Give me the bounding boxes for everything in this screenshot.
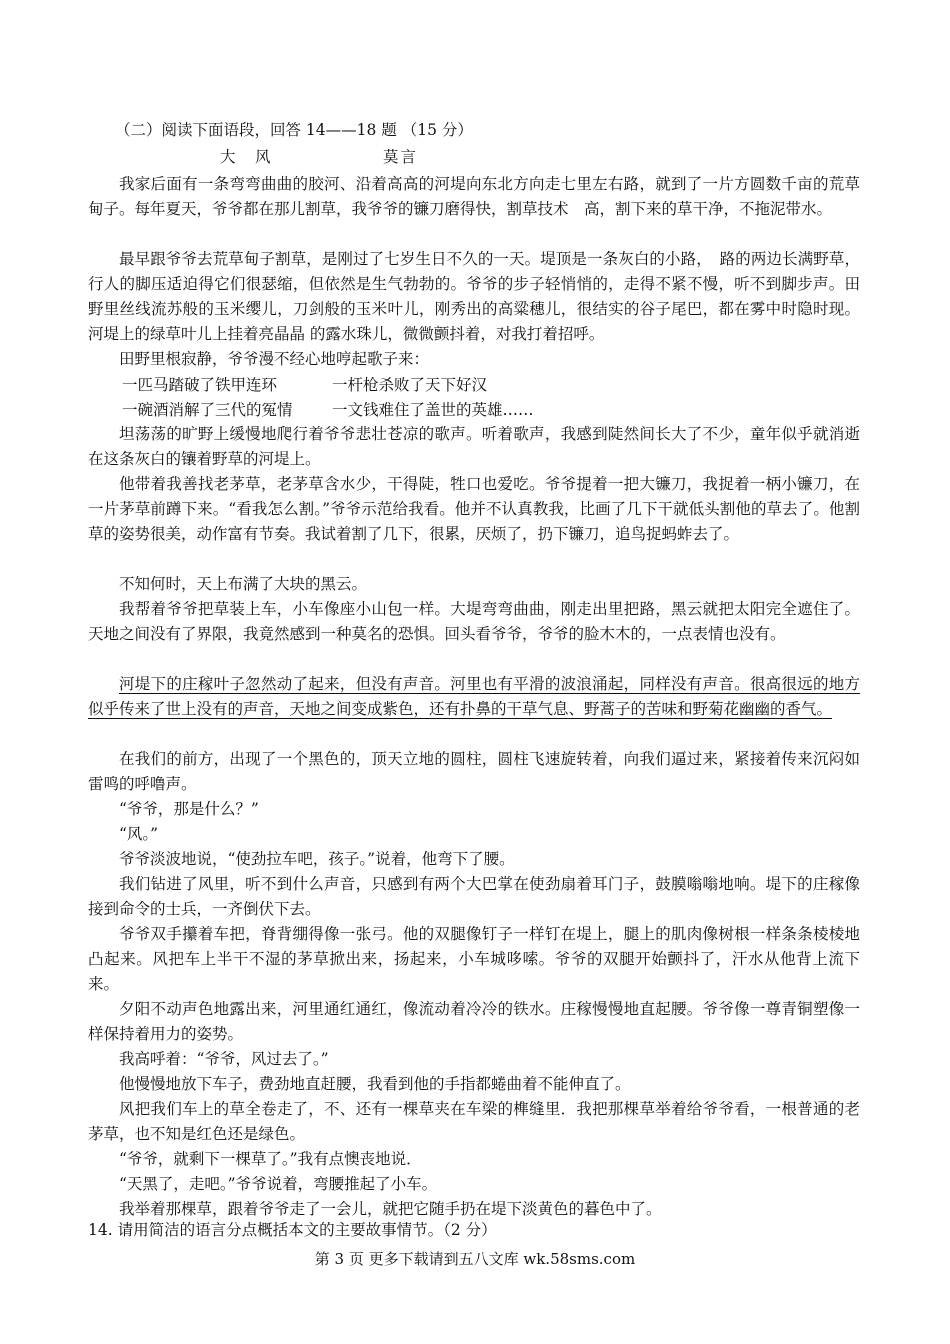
verse-line-2a: 一碗酒消解了三代的冤情 <box>122 401 293 419</box>
paragraph-1: 我家后面有一条弯弯曲曲的胶河、沿着高高的河堤向东北方向走七里左右路，就到了一片方圆数千亩的荒草甸子。每年夏天，爷爷都在那儿割草，我爷爷的镰刀磨得快，割草技术 高，割下来的草干净，不拖泥带水。 <box>88 175 860 218</box>
paragraph-16: 我高呼着：“爷爷，风过去了。” <box>119 1050 329 1068</box>
paragraph-5: 他带着我善找老茅草，老茅草含水少，干得陡，牲口也爱吃。爷爷提着一把大镰刀，我捉着一柄小镰刀，在一片茅草前蹲下来。“看我怎么割。”爷爷示范给我看。他并不认真教我，比画了几下干就低头割他的草去了。他割草的姿势很美，动作富有节奏。我试着割了几下，很累，厌烦了，扔下镰刀，追鸟捉蚂蚱去了。 <box>88 475 860 543</box>
paragraph-19: “爷爷，就剩下一棵草了。”我有点懊丧地说． <box>119 1150 422 1168</box>
paragraph-10: “爷爷，那是什么？” <box>119 800 259 818</box>
paragraph-17: 他慢慢地放下车子，费劲地直赶腰，我看到他的手指都蜷曲着不能伸直了。 <box>119 1075 631 1093</box>
paragraph-14: 爷爷双手攥着车把，脊背绷得像一张弓。他的双腿像钉子一样钉在堤上，腿上的肌肉像树根一样条条棱棱地凸起来。风把车上半干不湿的茅草掀出来，扬起来，小车城哆嗦。爷爷的双腿开始颤抖了，汗水从他背上流下来。 <box>88 925 860 993</box>
paragraph-3: 田野里根寂静，爷爷漫不经心地哼起歌子来： <box>119 350 430 368</box>
paragraph-6: 不知何时，天上布满了大块的黑云。 <box>119 575 368 593</box>
article-author: 莫言 <box>383 148 419 166</box>
page-footer: 第 3 页 更多下载请到五八文库 wk.58sms.com <box>314 1250 636 1268</box>
paragraph-20: “天黑了，走吧。”爷爷说着，弯腰推起了小车。 <box>119 1175 438 1193</box>
verse-line-2b: 一文钱难住了盖世的英雄…… <box>332 401 534 419</box>
paragraph-7: 我帮着爷爷把草装上车，小车像座小山包一样。大堤弯弯曲曲，刚走出里把路，黑云就把太阳完全遮住了。天地之间没有了界限，我竟然感到一种莫名的恐惧。回头看爷爷，爷爷的脸木木的，一点表情也没有。 <box>88 600 860 643</box>
question-14: 14. 请用简洁的语言分点概括本文的主要故事情节。（2 分） <box>88 1221 497 1239</box>
paragraph-11: “风。” <box>119 825 159 843</box>
paragraph-2: 最早跟爷爷去荒草甸子割草，是刚过了七岁生日不久的一天。堤顶是一条灰白的小路， 路的两边长满野草，行人的脚压适迫得它们很瑟缩，但依然是生气勃勃的。爷爷的步子轻悄悄的，走得不紧不慢，听不到脚步声。田野里丝线流苏般的玉米缨儿，刀剑般的玉米叶儿，刚秀出的高粱穗儿，很结实的谷子尾巴，都在雾中时隐时现。河堤上的绿草叶儿上挂着亮晶晶 的露水珠儿，微微颤抖着，对我打着招呼。 <box>88 250 860 343</box>
article-title: 大 风 <box>220 148 273 166</box>
paragraph-13: 我们钻进了风里，听不到什么声音，只感到有两个大巴掌在使劲扇着耳门子，鼓膜嗡嗡地响。堤下的庄稼像接到命令的士兵，一齐倒伏下去。 <box>88 875 860 918</box>
verse-line-1b: 一杆枪杀败了天下好汉 <box>332 376 488 394</box>
paragraph-21: 我举着那棵草，跟着爷爷走了一会儿，就把它随手扔在堤下淡黄色的暮色中了。 <box>119 1200 662 1218</box>
paragraph-18: 风把我们车上的草全卷走了，不、还有一棵草夹在车梁的榫缝里．我把那棵草举着给爷爷看，一根普通的老茅草，也不知是红色还是绿色。 <box>88 1100 860 1143</box>
verse-line-1a: 一匹马踏破了铁甲连环 <box>122 376 278 394</box>
underlined-paragraph: 河堤下的庄稼叶子忽然动了起来，但没有声音。河里也有平滑的波浪涌起，同样没有声音。很高很远的地方似乎传来了世上没有的声音，天地之间变成紫色，还有扑鼻的干草气息、野蒿子的苦味和野菊花幽幽的香气。 <box>88 675 860 718</box>
section-heading: （二）阅读下面语段，回答 14——18 题 （15 分） <box>115 121 473 139</box>
paragraph-15: 夕阳不动声色地露出来，河里通红通红，像流动着冷冷的铁水。庄稼慢慢地直起腰。爷爷像一尊青铜塑像一样保持着用力的姿势。 <box>88 1000 860 1043</box>
paragraph-12: 爷爷淡波地说，“使劲拉车吧，孩子。”说着，他弯下了腰。 <box>119 850 515 868</box>
paragraph-4: 坦荡荡的旷野上缓慢地爬行着爷爷悲壮苍凉的歌声。听着歌声，我感到陡然间长大了不少，童年似乎就消逝在这条灰白的镶着野草的河堤上。 <box>88 425 860 468</box>
paragraph-9: 在我们的前方，出现了一个黑色的，顶天立地的圆柱，圆柱飞速旋转着，向我们逼过来，紧接着传来沉闷如雷鸣的呼噜声。 <box>88 750 860 793</box>
